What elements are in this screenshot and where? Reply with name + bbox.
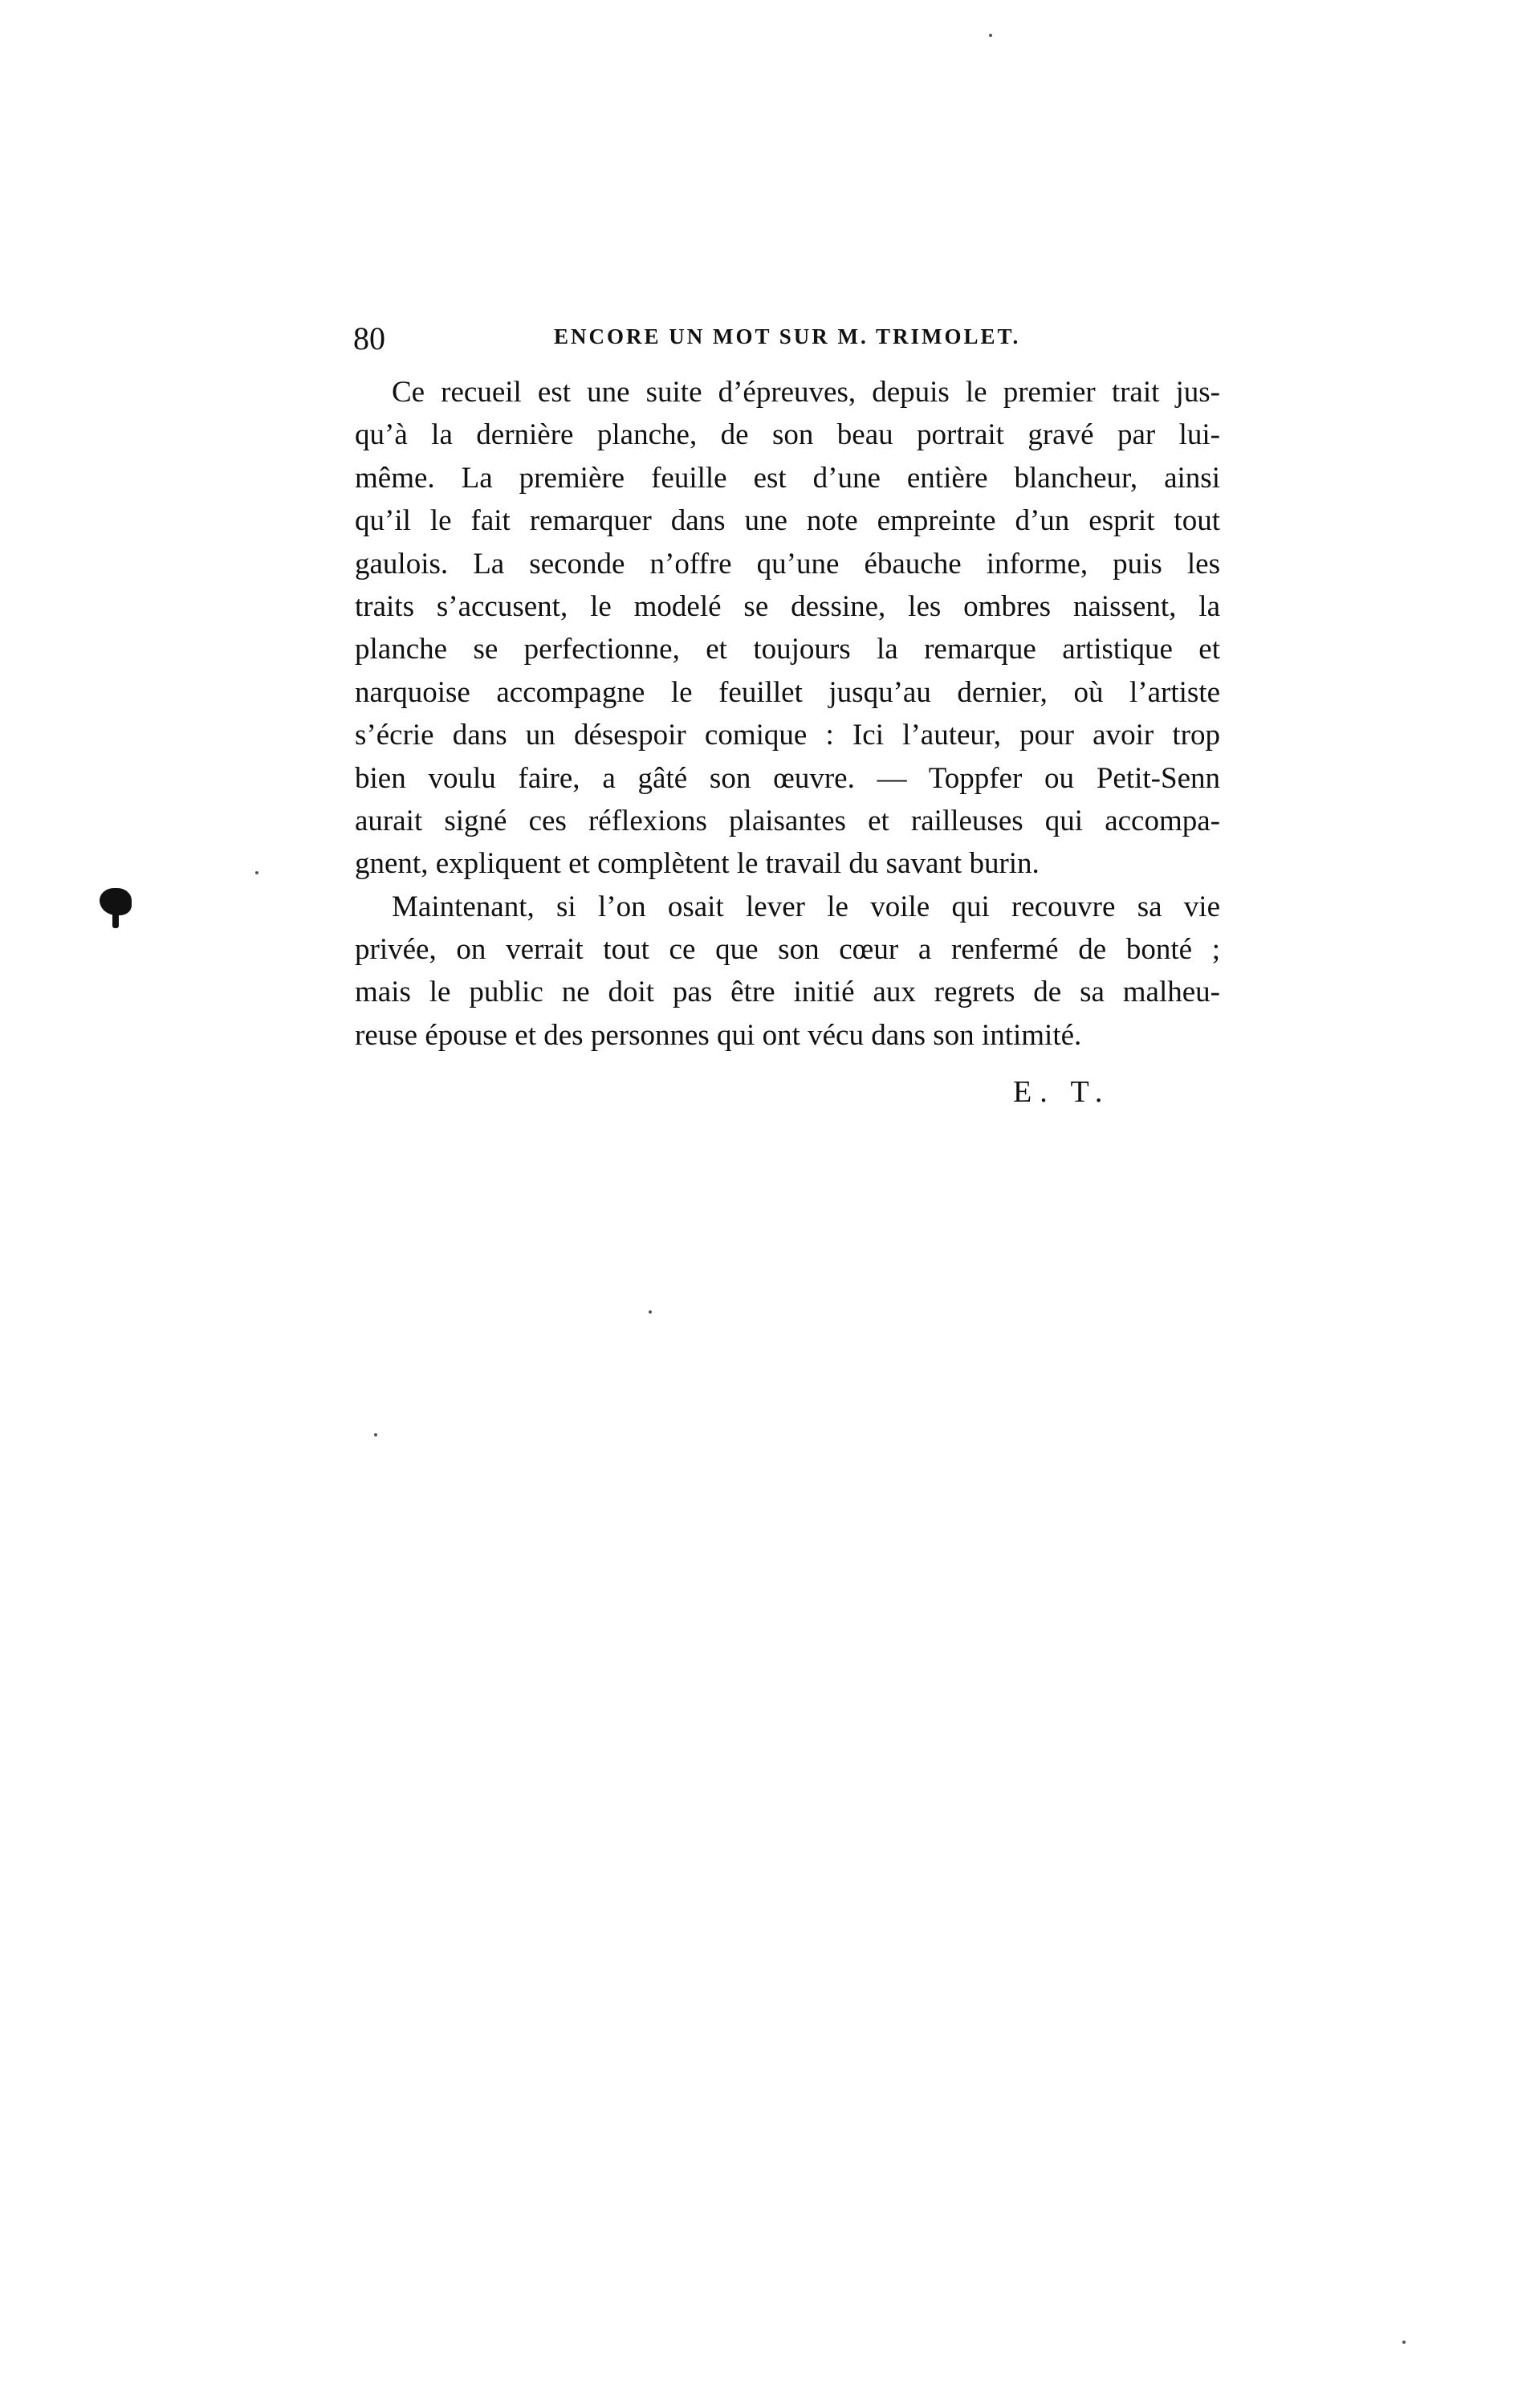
text-line: gnent, expliquent et complètent le travail du savant burin.	[355, 847, 1040, 881]
speck	[374, 1433, 377, 1436]
text-line: Ce recueil est une suite d’épreuves, depuis le premier trait jus-	[392, 376, 1220, 409]
running-head: ENCORE UN MOT SUR M. TRIMOLET.	[554, 324, 1021, 348]
signature: E. T.	[1013, 1075, 1111, 1109]
speck	[989, 34, 992, 37]
text-line: mais le public ne doit pas être initié aux regrets de sa malheu-	[355, 976, 1220, 1009]
text-line: traits s’accusent, le modelé se dessine, les ombres naissent, la	[355, 589, 1220, 623]
text-line: narquoise accompagne le feuillet jusqu’au dernier, où l’artiste	[355, 675, 1220, 709]
text-line: reuse épouse et des personnes qui ont vécu dans son intimité.	[355, 1018, 1082, 1052]
text-line: qu’il le fait remarquer dans une note empreinte d’un esprit tout	[355, 504, 1220, 538]
text-line: bien voulu faire, a gâté son œuvre. — Toppfer ou Petit-Senn	[355, 761, 1220, 795]
text-line: même. La première feuille est d’une entière blancheur, ainsi	[355, 461, 1220, 495]
text-line: qu’à la dernière planche, de son beau portrait gravé par lui-	[355, 418, 1220, 452]
body-text	[355, 371, 1220, 1057]
text-line: aurait signé ces réflexions plaisantes et railleuses qui accompa-	[355, 804, 1220, 837]
ink-blot	[100, 888, 132, 915]
speck	[255, 871, 258, 874]
page-number: 80	[353, 320, 385, 357]
text-line: gaulois. La seconde n’offre qu’une ébauche informe, puis les	[355, 547, 1220, 581]
text-line: s’écrie dans un désespoir comique : Ici l’auteur, pour avoir trop	[355, 719, 1220, 752]
text-line: privée, on verrait tout ce que son cœur a renfermé de bonté ;	[355, 933, 1220, 967]
text-line: planche se perfectionne, et toujours la remarque artistique et	[355, 633, 1220, 666]
text-line: Maintenant, si l’on osait lever le voile qui recouvre sa vie	[392, 890, 1220, 923]
speck	[1402, 2341, 1406, 2344]
speck	[649, 1310, 652, 1314]
